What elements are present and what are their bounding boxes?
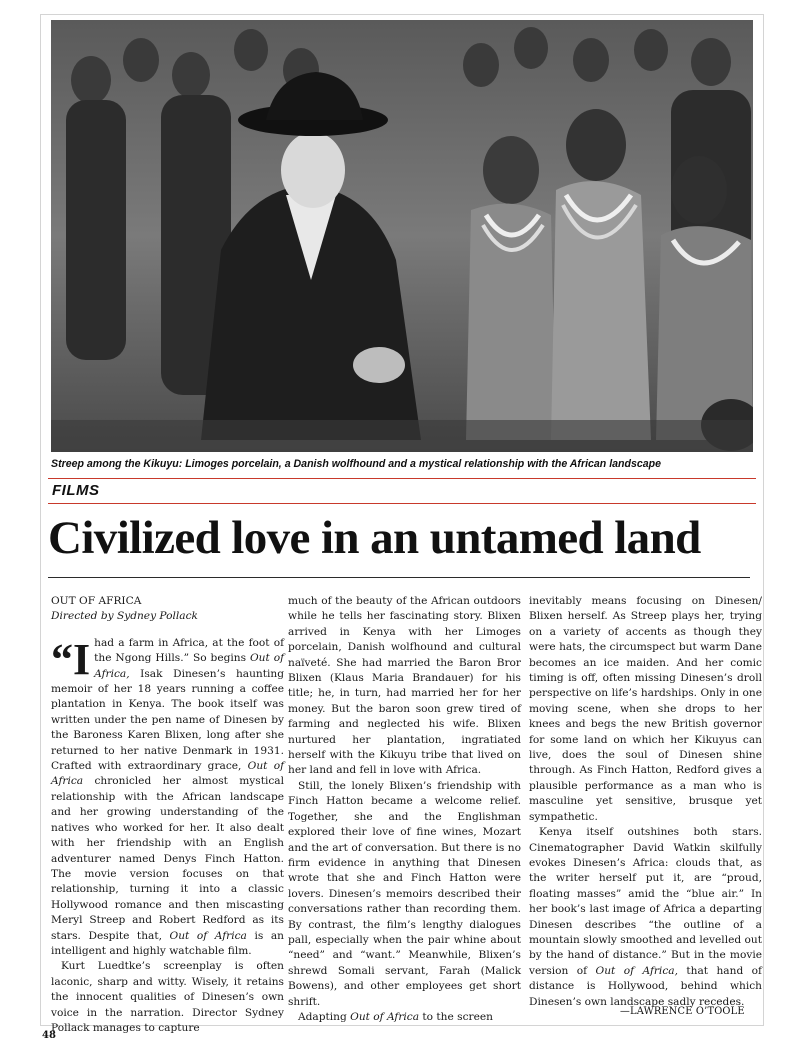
film-director: Directed by Sydney Pollack (51, 610, 198, 623)
lead-paragraph: “Ihad a farm in Africa, at the foot of the Ngong Hills.” So begins Out of Africa, Isak Dinesen’s haunting memoir of her 18 years running a coffee plantation in Kenya. The book itself was written under the pen name of Dinesen by the Baroness Karen Blixen, long after she returned to her native Denmark in 1931. Crafted with extraordinary grace, Out of Africa chronicled her almost mystical relationship with the African landscape and her growing understanding of the natives who worked for her. It also dealt with her friendship with an English adventurer named Denys Finch Hatton. The movie version focuses on that relationship, turning it into a classic Hollywood romance and then miscasting Meryl Streep and Robert Redford as its stars. Despite that, Out of Africa is an intelligent and highly watchable film. (51, 634, 285, 957)
paragraph: Kenya itself outshines both stars. Cinematographer David Watkin skilfully evokes Dinesen’s Africa: clouds that, as the writer herself put it, are “proud, floating masses” amid the “blue air.” In her book’s last image of Africa a departing Dinesen describes “the outline of a mountain slowly smoothed and levelled out by the hand of distance.” But in the movie version of Out of Africa, that hand of distance is Hollywood, behind which Dinesen’s own landscape sadly recedes. (529, 826, 762, 1008)
headline: Civilized love in an untamed land (48, 512, 701, 564)
section-label: FILMS (52, 482, 100, 499)
byline: —LAWRENCE O’TOOLE (620, 1006, 745, 1017)
section-rule-top (48, 478, 756, 479)
paragraph: much of the beauty of the African outdoors while he tells her fascinating story. Blixen arrived in Kenya with her Limoges porcelain, Danish wolfhound and cultural naïveté. She had married the Baron Bror Blixen (Klaus Maria Brandauer) for his title; he, in turn, had married her for her money. But the baron soon grew tired of farming and neglected his wife. Blixen nurtured her plantation, ingratiated herself with the Kikuyu tribe that lived on her land and fell in love with Africa. (288, 595, 521, 777)
paragraph: Still, the lonely Blixen’s friendship with Finch Hatton became a welcome relief. Together, she and the Englishman explored their love of fine wines, Mozart and the art of conversation. But there is no firm evidence in anything that Dinesen wrote that she and Finch Hatton were lovers. Dinesen’s memoirs described their conversations rather than recording them. By contrast, the film’s lengthy dialogues pall, especially when the pair whine about “need” and “want.” Meanwhile, Blixen’s shrewd Somali servant, Farah (Malick Bowens), and other employees get short shrift. (288, 779, 521, 1008)
photo-illustration (51, 20, 753, 452)
film-title: OUT OF AFRICA (51, 595, 142, 607)
paragraph: inevitably means focusing on Dinesen/ Blixen herself. As Streep plays her, trying on a variety of accents as though they were hats, the circumspect but warm Dane becomes an ice maiden. And her comic timing is off, often missing Dinesen’s droll perspective on life’s hardships. Only in one moving scene, when she drops to her knees and begs the new British governor for some land on which her Kikuyus can live, does the soul of Dinesen shine through. As Finch Hatton, Redford gives a plausible performance as a man who is masculine yet sensitive, brusque yet sympathetic. (529, 595, 762, 823)
drop-cap: “I (51, 634, 91, 684)
photo-caption: Streep among the Kikuyu: Limoges porcelain, a Danish wolfhound and a mystical relationship with the African landscape (51, 458, 662, 470)
headline-rule (48, 577, 750, 578)
lead-photo (51, 20, 753, 452)
paragraph: Kurt Luedtke’s screenplay is often laconic, sharp and witty. Wisely, it retains the innocent qualities of Dinesen’s own voice in the narration. Director Sydney Pollack manages to capture (51, 960, 284, 1034)
article-column-2 (288, 594, 521, 1025)
section-rule-bottom (48, 503, 756, 504)
paragraph: Adapting Out of Africa to the screen (298, 1010, 493, 1023)
film-credit (51, 594, 284, 625)
article-column-3 (529, 594, 762, 1010)
article-column-1 (51, 594, 284, 1036)
page-number: 48 (42, 1030, 56, 1041)
